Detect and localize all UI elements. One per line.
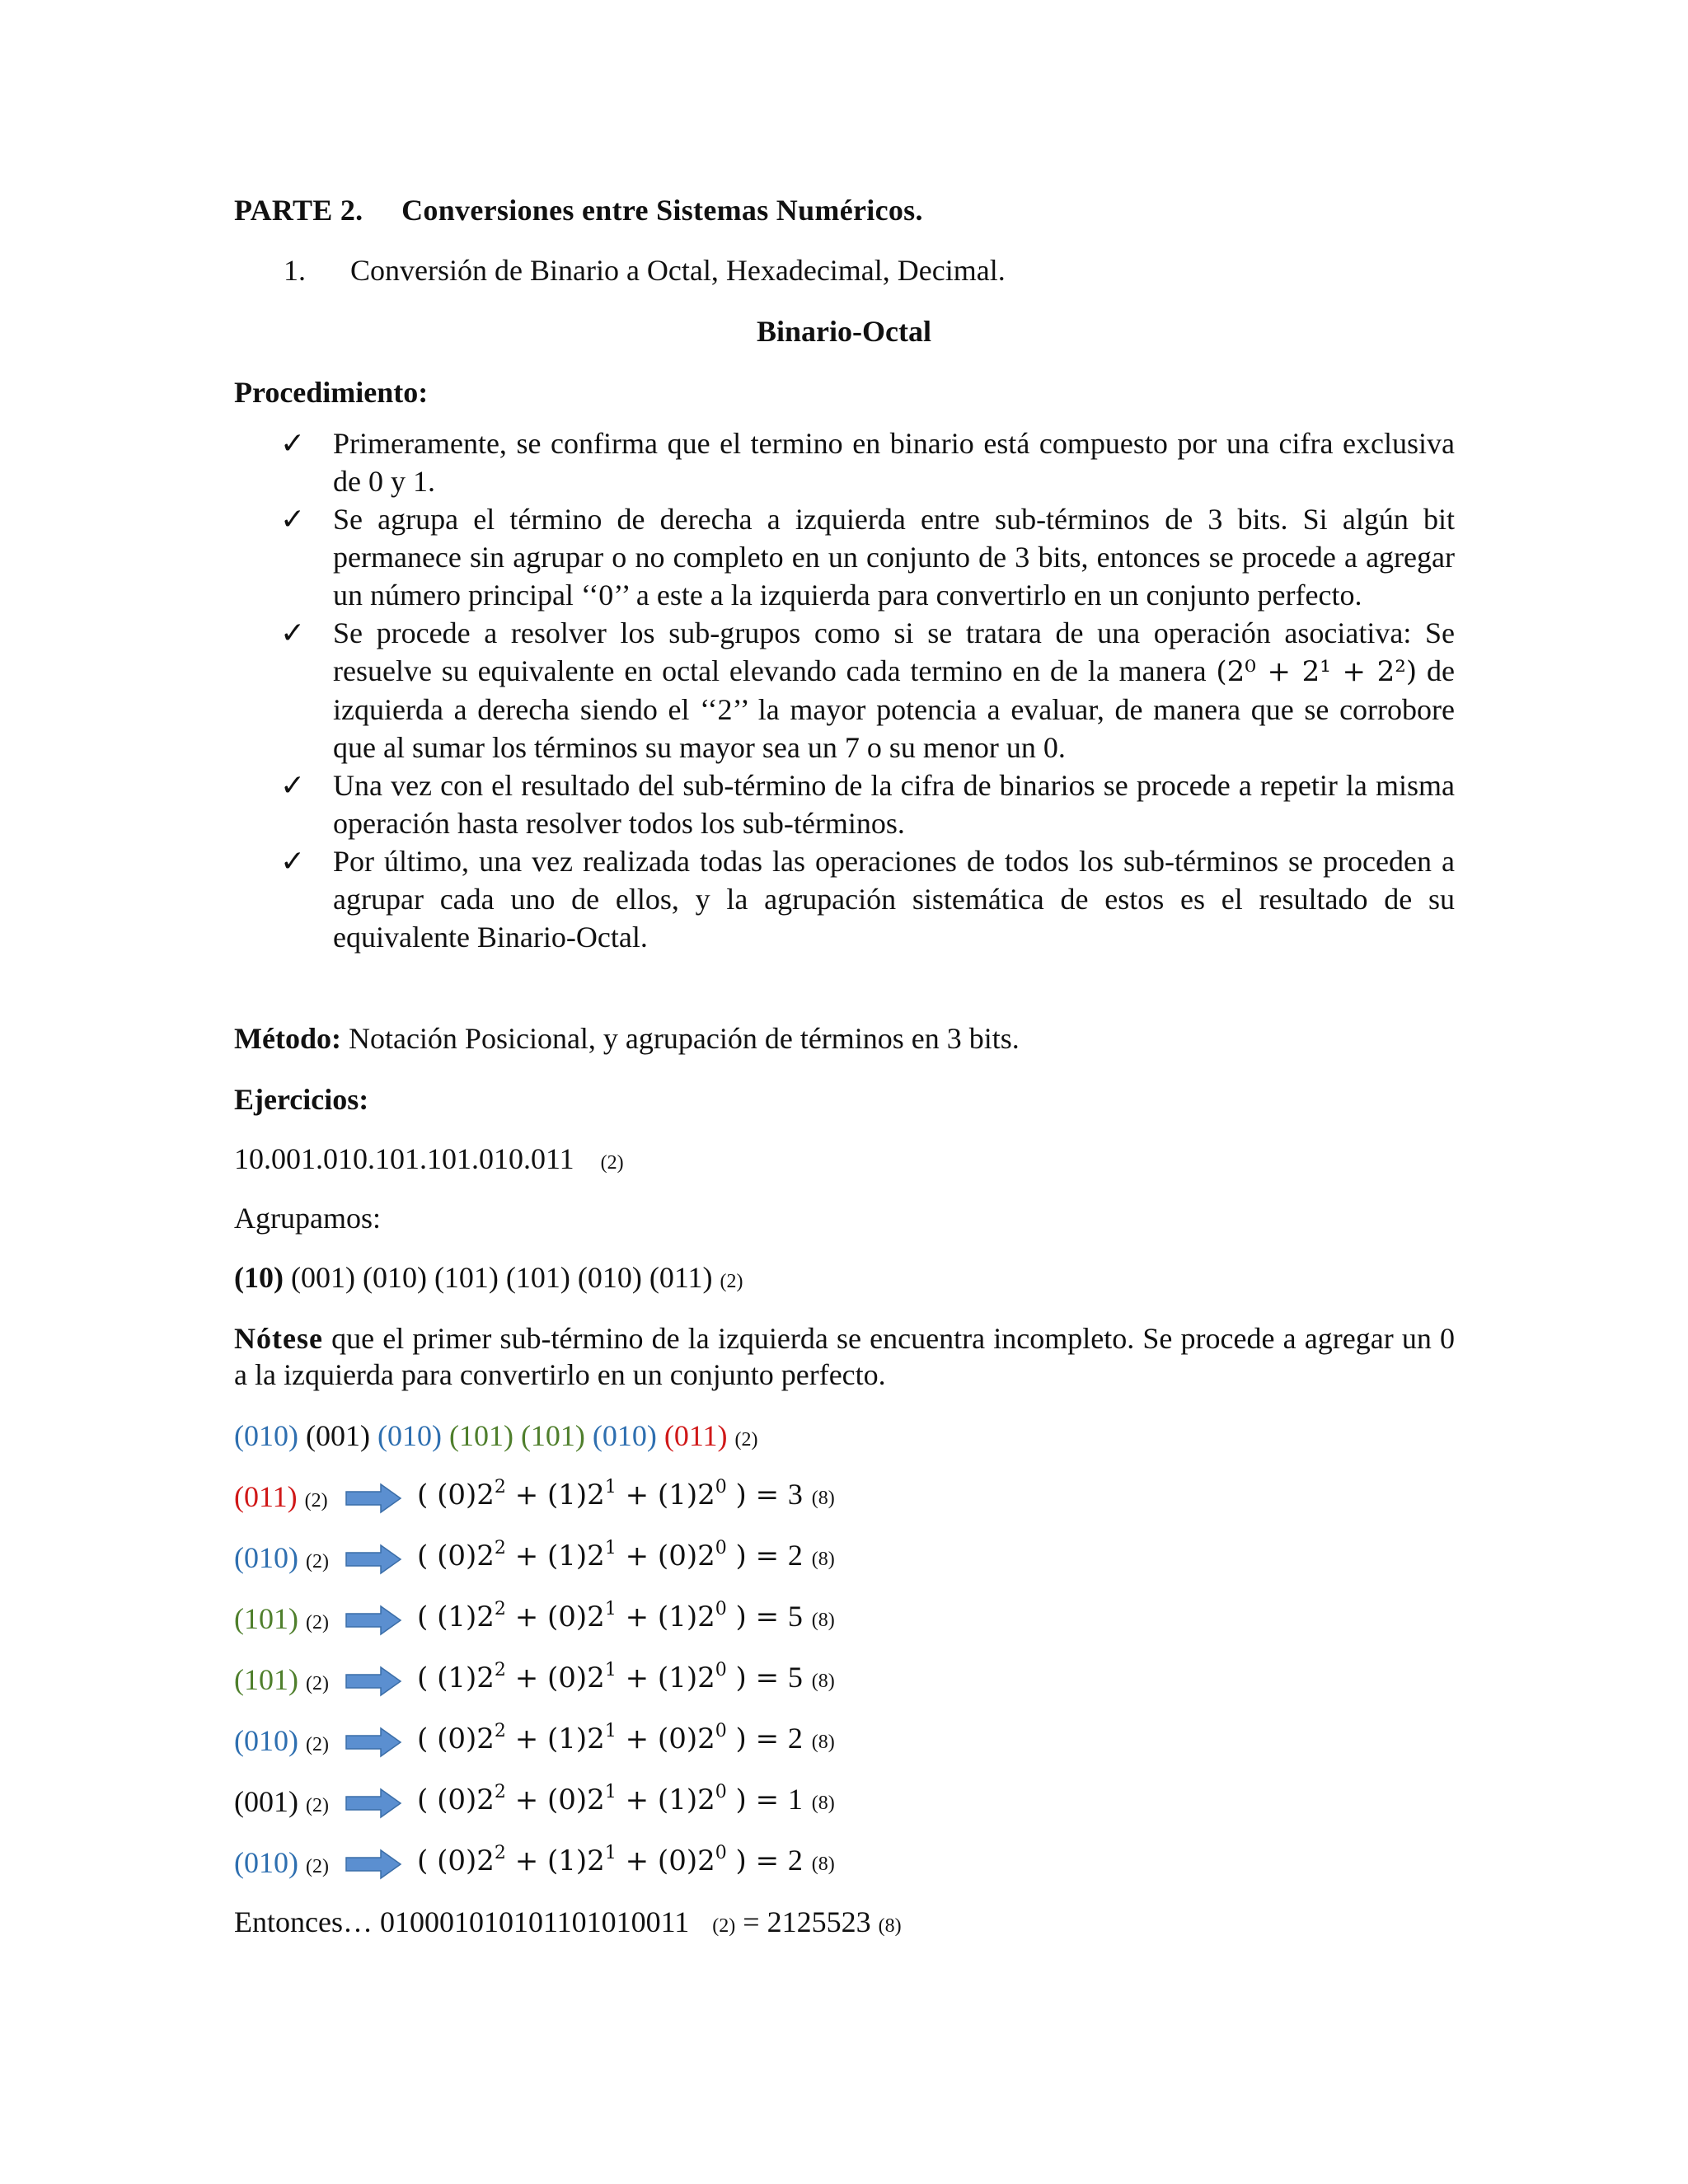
colored-groups [234, 1419, 735, 1452]
conversion-row [234, 1783, 329, 1824]
procedimiento-label: Procedimiento: [234, 376, 429, 409]
conversion-result: 2 [787, 1722, 803, 1755]
conversion-formula: ( $(0)2^2 + (1)2^1 + (1)2^0$ ) = 3 (8) [417, 1477, 835, 1511]
conversion-result: 5 [787, 1661, 803, 1694]
base-2-subscript: (2) [304, 1490, 328, 1511]
conversion-result: 5 [787, 1600, 803, 1633]
list-item [280, 424, 1455, 500]
ejercicios-label: Ejercicios: [234, 1083, 369, 1116]
checkmark-icon: ✓ [280, 503, 306, 536]
checkmark-icon: ✓ [280, 427, 306, 460]
conversion-group: (010) [234, 1541, 298, 1574]
base-8-subscript: (8) [811, 1610, 835, 1631]
final-equals: = [743, 1905, 760, 1938]
formula-bit: 1 [558, 1540, 576, 1572]
agrupamos-label: Agrupamos: [234, 1202, 381, 1235]
bullet-text: Se procede a resolver los sub-grupos como si se tratara de una operación asociativa: Se resuelve su equivalente en octal elevando cada termino en de la manera [333, 616, 1455, 687]
metodo-line [234, 1020, 1020, 1057]
list-item [280, 614, 1455, 766]
checkmark-icon: ✓ [280, 769, 306, 802]
formula-term: $(1)2^0$ [657, 1660, 727, 1694]
bullet-text: Por último, una vez realizada todas las operaciones de todos los sub-términos se proceden a agrupar cada uno de ellos, y la agrupación sistemática de estos es el resultado de su equivalente Binario-Octal. [333, 845, 1455, 954]
conversion-result: 2 [787, 1539, 803, 1572]
base-8-subscript: (8) [811, 1488, 835, 1509]
bullet-text: Se agrupa el término de derecha a izquierda entre sub-términos de 3 bits. Si algún bit permanece sin agrupar o no completo en un conjunto de 3 bits, entonces se procede a agregar un número principal ‘‘0’’ a este a la izquierda para convertirlo en un conjunto perfecto. [333, 503, 1455, 612]
formula-bit: 0 [558, 1783, 576, 1816]
formula-bit: 1 [668, 1661, 687, 1694]
final-label: Entonces… [234, 1905, 373, 1938]
formula-term: $(0)2^2$ [437, 1538, 506, 1572]
conversion-group: (010) [234, 1724, 298, 1757]
conversion-result: 3 [787, 1478, 803, 1511]
formula-term: $(0)2^2$ [437, 1843, 506, 1877]
colored-group: (010) [377, 1419, 442, 1452]
conversion-row [234, 1601, 329, 1641]
formula-bit: 0 [448, 1540, 466, 1572]
base-2-subscript: (2) [305, 1856, 329, 1877]
right-arrow-icon [345, 1848, 402, 1881]
formula-bit: 0 [448, 1844, 466, 1877]
base-2-subscript: (2) [712, 1915, 736, 1937]
formula-bit: 0 [668, 1844, 687, 1877]
formula-term: $(0)2^2$ [437, 1721, 506, 1755]
formula-bit: 1 [668, 1601, 687, 1633]
formula-term: $(0)2^0$ [657, 1538, 727, 1572]
right-arrow-icon [345, 1726, 402, 1759]
formula-term: $(1)2^1$ [547, 1721, 617, 1755]
formula-term: $(0)2^0$ [657, 1843, 727, 1877]
conversion-group: (010) [234, 1846, 298, 1879]
base-2-subscript: (2) [600, 1152, 624, 1174]
base-2-subscript: (2) [734, 1429, 758, 1451]
formula-term: $(1)2^2$ [437, 1660, 506, 1694]
grouped-rest: (001) (010) (101) (101) (010) (011) [290, 1261, 713, 1294]
conversion-row [234, 1661, 329, 1702]
formula-term: $(1)2^1$ [547, 1843, 617, 1877]
conversion-group: (101) [234, 1602, 298, 1635]
formula-bit: 0 [558, 1661, 576, 1694]
base-8-subscript: (8) [811, 1549, 835, 1570]
conversion-group: (101) [234, 1663, 298, 1696]
base-8-subscript: (8) [811, 1732, 835, 1753]
notese-text: que el primer sub-término de la izquierda se encuentra incompleto. Se procede a agregar un 0 a la izquierda para convertirlo en un conjunto perfecto. [234, 1322, 1456, 1391]
colored-group: (010) [592, 1419, 657, 1452]
formula-term: $(0)2^1$ [547, 1660, 617, 1694]
colored-group: (001) [305, 1419, 370, 1452]
conversion-formula: ( $(0)2^2 + (1)2^1 + (0)2^0$ ) = 2 (8) [417, 1843, 835, 1877]
metodo-label: Método: [234, 1022, 341, 1055]
formula-term: $(1)2^2$ [437, 1599, 506, 1633]
base-2-subscript: (2) [305, 1734, 329, 1755]
notese-paragraph [234, 1320, 1455, 1393]
conversion-formula: ( $(0)2^2 + (1)2^1 + (0)2^0$ ) = 2 (8) [417, 1721, 835, 1755]
formula-bit: 0 [448, 1722, 466, 1755]
grouped-line [234, 1259, 743, 1300]
formula-term: $(1)2^0$ [657, 1782, 727, 1816]
formula-term: $(0)2^0$ [657, 1721, 727, 1755]
center-title: Binario-Octal [757, 315, 931, 348]
conversion-row [234, 1479, 328, 1519]
base-2-subscript: (2) [305, 1612, 329, 1633]
final-octal: 2125523 [767, 1905, 871, 1938]
conversion-formula: ( $(0)2^2 + (0)2^1 + (1)2^0$ ) = 1 (8) [417, 1782, 835, 1816]
conversion-row [234, 1722, 329, 1763]
formula-term: $(1)2^0$ [657, 1599, 727, 1633]
list-item [280, 766, 1455, 842]
right-arrow-icon [345, 1787, 402, 1820]
notese-label: Nótese [234, 1322, 323, 1355]
bullet-text-rest: de izquierda a derecha siendo el ‘‘2’’ la mayor potencia a evaluar, de manera que se corrobore que al sumar los términos su mayor sea un 7 o su menor un 0. [333, 654, 1456, 764]
base-8-subscript: (8) [878, 1915, 902, 1937]
formula-bit: 1 [448, 1661, 466, 1694]
formula-term: $(1)2^1$ [547, 1477, 617, 1511]
section-title: Conversión de Binario a Octal, Hexadecimal, Decimal. [350, 254, 1006, 287]
formula-bit: 1 [558, 1722, 576, 1755]
colored-groups-line [234, 1418, 758, 1458]
bullet-formula: (2⁰ + 2¹ + 2²) [1216, 655, 1418, 688]
base-2-subscript: (2) [305, 1551, 329, 1572]
conversion-group: (011) [234, 1480, 298, 1513]
bullet-text: Primeramente, se confirma que el termino en binario está compuesto por una cifra exclusiva de 0 y 1. [333, 427, 1455, 498]
formula-term: $(1)2^0$ [657, 1477, 727, 1511]
formula-bit: 1 [558, 1844, 576, 1877]
formula-bit: 0 [668, 1540, 687, 1572]
checkmark-icon: ✓ [280, 616, 306, 649]
formula-term: $(1)2^1$ [547, 1538, 617, 1572]
formula-term: $(0)2^1$ [547, 1782, 617, 1816]
formula-bit: 1 [668, 1783, 687, 1816]
final-line [234, 1904, 902, 1944]
part-heading [234, 193, 923, 227]
part-subtitle: Conversiones entre Sistemas Numéricos. [401, 194, 923, 227]
checkmark-icon: ✓ [280, 845, 306, 878]
formula-bit: 0 [668, 1722, 687, 1755]
base-2-subscript: (2) [305, 1795, 329, 1816]
base-2-subscript: (2) [305, 1673, 329, 1694]
conversion-formula: ( $(1)2^2 + (0)2^1 + (1)2^0$ ) = 5 (8) [417, 1660, 835, 1694]
list-item [280, 842, 1455, 956]
formula-term: $(0)2^2$ [437, 1782, 506, 1816]
part-title: PARTE 2. [234, 194, 363, 227]
right-arrow-icon [345, 1604, 402, 1637]
right-arrow-icon [345, 1665, 402, 1698]
formula-bit: 0 [448, 1479, 466, 1511]
procedure-list [280, 424, 1455, 956]
conversion-formula: ( $(1)2^2 + (0)2^1 + (1)2^0$ ) = 5 (8) [417, 1599, 835, 1633]
conversion-row [234, 1844, 329, 1885]
binary-input-line [234, 1141, 624, 1181]
formula-bit: 1 [668, 1479, 687, 1511]
formula-bit: 0 [448, 1783, 466, 1816]
conversion-group: (001) [234, 1785, 298, 1818]
colored-group: (010) [234, 1419, 298, 1452]
base-2-subscript: (2) [720, 1271, 743, 1292]
formula-bit: 1 [448, 1601, 466, 1633]
base-8-subscript: (8) [811, 1671, 835, 1692]
conversion-result: 2 [787, 1844, 803, 1877]
formula-term: $(0)2^2$ [437, 1477, 506, 1511]
formula-bit: 1 [558, 1479, 576, 1511]
base-8-subscript: (8) [811, 1854, 835, 1875]
conversion-row [234, 1540, 329, 1580]
binary-input: 10.001.010.101.101.010.011 [234, 1142, 574, 1175]
final-binary: 010001010101101010011 [379, 1905, 690, 1938]
base-8-subscript: (8) [811, 1793, 835, 1814]
right-arrow-icon [345, 1482, 402, 1515]
colored-group: (101) [448, 1419, 513, 1452]
metodo-text: Notación Posicional, y agrupación de términos en 3 bits. [348, 1022, 1020, 1055]
section-number: 1. [284, 254, 306, 287]
section-heading [284, 252, 1006, 288]
colored-group: (101) [520, 1419, 585, 1452]
bullet-text: Una vez con el resultado del sub-término de la cifra de binarios se procede a repetir la misma operación hasta resolver todos los sub-términos. [333, 769, 1455, 840]
right-arrow-icon [345, 1543, 402, 1576]
formula-bit: 0 [558, 1601, 576, 1633]
conversion-result: 1 [787, 1783, 803, 1816]
conversion-formula: ( $(0)2^2 + (1)2^1 + (0)2^0$ ) = 2 (8) [417, 1538, 835, 1572]
list-item [280, 500, 1455, 614]
grouped-first: (10) [234, 1261, 284, 1294]
formula-term: $(0)2^1$ [547, 1599, 617, 1633]
colored-group: (011) [663, 1419, 728, 1452]
